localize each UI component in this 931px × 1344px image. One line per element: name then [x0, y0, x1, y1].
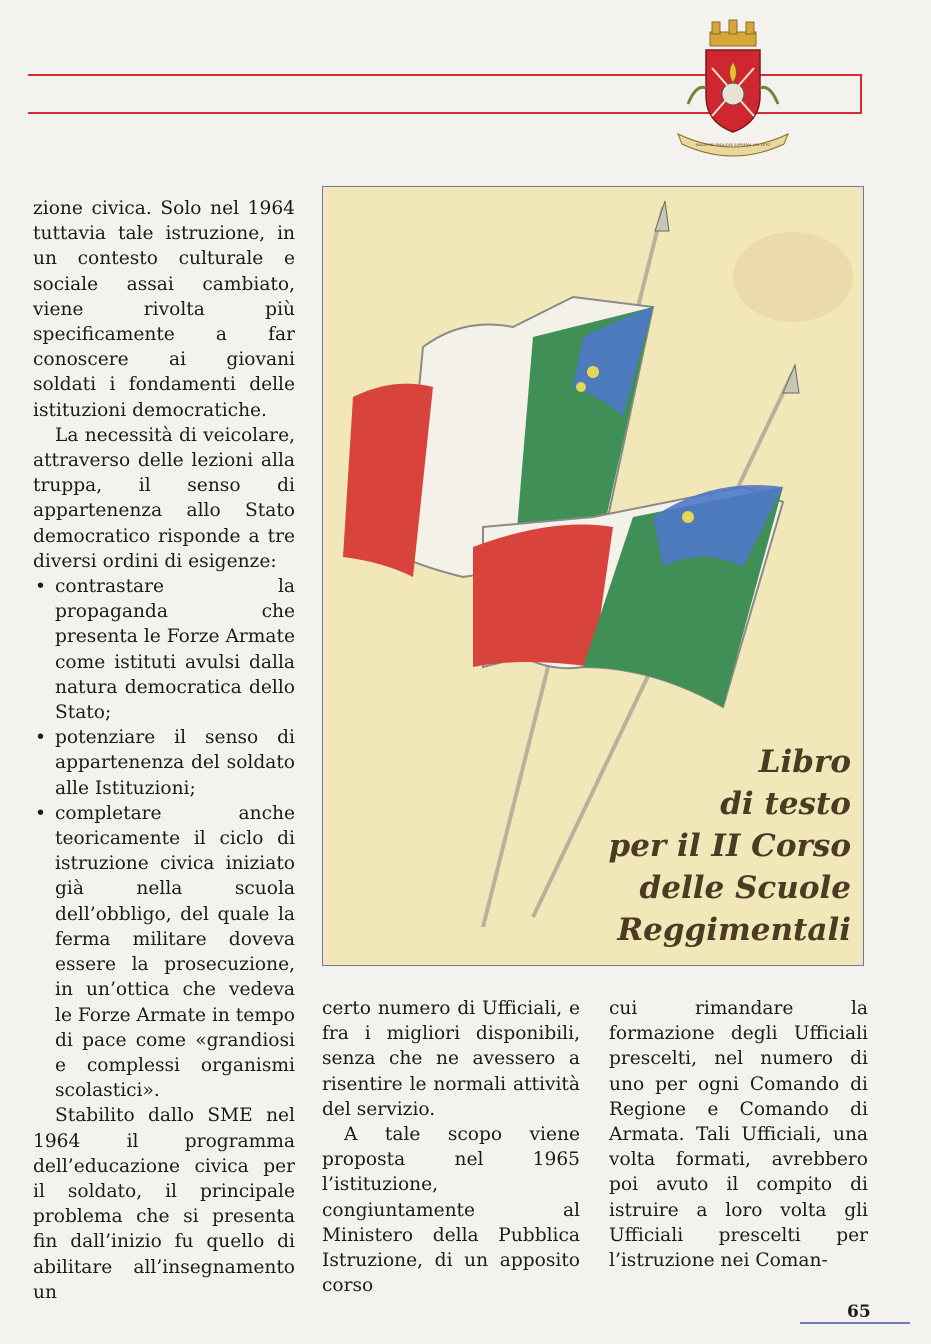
- bullet-list: [33, 574, 295, 1103]
- caption-line: delle Scuole: [639, 870, 851, 906]
- spear-tip-icon: [655, 201, 669, 231]
- figure-caption: [551, 741, 851, 951]
- caption-line: Libro: [758, 744, 851, 780]
- paragraph: Stabilito dallo SME nel 1964 il programma dell’educazione civica per il soldato, il principale problema che si presenta fin dall’inizio fu quello di abilitare all’insegnamento un: [33, 1105, 295, 1303]
- paragraph: zione civica. Solo nel 1964 tuttavia tale istruzione, in un contesto culturale e sociale assai cambiato, viene rivolta più specificamente a far conoscere ai giovani soldati i fondamenti delle istituzioni democratiche.: [33, 198, 295, 421]
- spear-tip-icon: [783, 365, 799, 393]
- paragraph: cui rimandare la formazione degli Ufficiali prescelti, nel numero di uno per ogni Comando di Regione e Comando di Armata. Tali Ufficiali, una volta formati, avrebbero poi avuto il compito di istruire a loro volta gli Ufficiali prescelti per l’istruzione nei Coman-: [609, 998, 868, 1272]
- emblem-motto: SALUS REI PUBLICAE SUPREMA LEX ESTO: [695, 143, 771, 147]
- crown-icon: [710, 20, 756, 46]
- list-item: • contrastare la propaganda che presenta le Forze Armate come istituti avulsi dalla natura democratica dello Stato;: [33, 574, 295, 725]
- paragraph: certo numero di Ufficiali, e fra i migliori disponibili, senza che ne avessero a risentire le normali attività del servizio.: [322, 998, 580, 1120]
- paragraph: La necessità di veicolare, attraverso delle lezioni alla truppa, il senso di appartenenza allo Stato democratico risponde a tre diversi ordini di esigenze:: [33, 424, 295, 572]
- column-right: [609, 996, 868, 1273]
- caption-line: Reggimentali: [617, 912, 851, 948]
- column-middle: [322, 996, 580, 1298]
- paragraph: A tale scopo viene proposta nel 1965 l’istituzione, congiuntamente al Ministero della Pubblica Istruzione, di un apposito corso: [322, 1124, 580, 1297]
- book-cover-illustration: [322, 186, 864, 966]
- column-left: [33, 196, 295, 1305]
- caption-line: di testo: [720, 786, 851, 822]
- coat-of-arms-emblem: [672, 18, 794, 158]
- page-number: 65: [847, 1302, 871, 1322]
- list-item: • completare anche teoricamente il ciclo di istruzione civica iniziato già nella scuola dell’obbligo, del quale la ferma militare doveva essere la prosecuzione, in un’ottica che vedeva le Forze Armate in tempo di pace come «grandiosi e complessi organismi scolastici».: [33, 801, 295, 1103]
- page-number-rule: [800, 1322, 910, 1324]
- caption-line: per il II Corso: [608, 828, 851, 864]
- list-item: • potenziare il senso di appartenenza del soldato alle Istituzioni;: [33, 725, 295, 801]
